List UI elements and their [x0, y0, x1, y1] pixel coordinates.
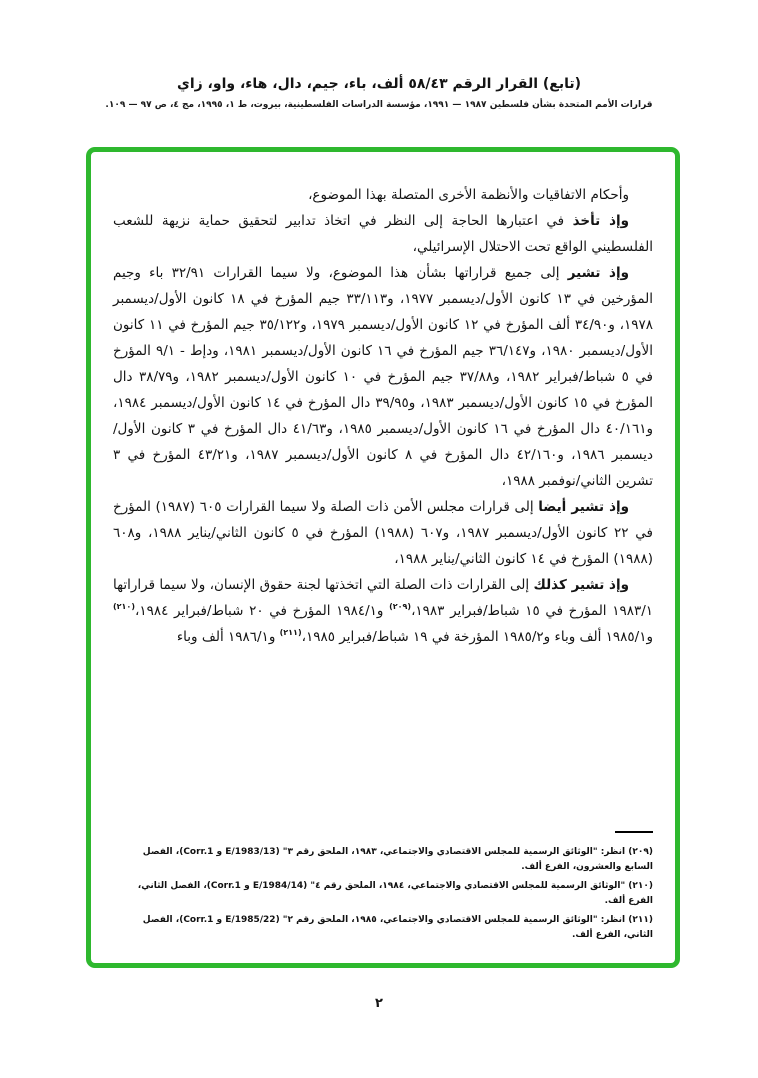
paragraph-lead: وإذ تأخذ	[572, 213, 630, 229]
resolution-body	[113, 182, 653, 650]
footnotes-section	[113, 831, 653, 947]
paragraph-text: إلى جميع قراراتها بشأن هذا الموضوع، ولا سيما القرارات ٣٢/٩١ باء وجيم المؤرخين في ١٣ كانون الأول/ديسمبر ١٩٧٧، و٣٣/١١٣ جيم المؤرخ في ١٨ كانون الأول/ديسمبر ١٩٧٨، و٣٤/٩٠ ألف المؤرخ في ١٢ كانون الأول/ديسمبر ١٩٧٩، و٣٥/١٢٢ جيم المؤرخ في ١١ كانون الأول/ديسمبر ١٩٨٠، و٣٦/١٤٧ جيم المؤرخ في ١٦ كانون الأول/ديسمبر ١٩٨١، ودإط - ٩/١ المؤرخ في ٥ شباط/فبراير ١٩٨٢، و٣٧/٨٨ جيم المؤرخ في ١٠ كانون الأول/ديسمبر ١٩٨٢، و٣٨/٧٩ دال المؤرخ في ١٥ كانون الأول/ديسمبر ١٩٨٣، و٣٩/٩٥ دال المؤرخ في ١٤ كانون الأول/ديسمبر ١٩٨٤، و٤٠/١٦١ دال المؤرخ في ١٦ كانون الأول/ديسمبر ١٩٨٥، و٤١/٦٣ دال المؤرخ في ٣ كانون الأول/ديسمبر ١٩٨٦، و٤٢/١٦٠ دال المؤرخ في ٨ كانون الأول/ديسمبر ١٩٨٧، و٤٣/٢١ المؤرخ في ٣ تشرين الثاني/نوفمبر ١٩٨٨،	[113, 265, 654, 489]
paragraph-recalling-security-council	[113, 494, 653, 572]
page-number: ٢	[375, 996, 383, 1011]
document-title: (تابع) القرار الرقم ٥٨/٤٣ ألف، باء، جيم، دال، هاء، واو، زاي	[176, 76, 582, 92]
paragraph-lead: وإذ تشير كذلك	[533, 577, 629, 593]
paragraph-text: إلى قرارات مجلس الأمن ذات الصلة ولا سيما القرارات ٦٠٥ (١٩٨٧) المؤرخ في ٢٢ كانون الأول/ديسمبر ١٩٨٧، و٦٠٧ (١٩٨٨) المؤرخ في ٥ كانون الثاني/يناير ١٩٨٨، و٦٠٨ (١٩٨٨) المؤرخ في ١٤ كانون الثاني/يناير ١٩٨٨،	[113, 499, 653, 567]
content-frame	[86, 147, 680, 968]
paragraph-recalling-human-rights	[113, 572, 653, 650]
document-source-line: قرارات الأمم المتحدة بشأن فلسطين ١٩٨٧ — ١٩٩١، مؤسسة الدراسات الفلسطينية، بيروت، ط ١، ١٩٩٥، مج ٤، ص ٩٧ — ١٠٩.	[105, 100, 653, 110]
footnote-210: (٢١٠) "الوثائق الرسمية للمجلس الاقتصادي والاجتماعي، ١٩٨٤، الملحق رقم ٤" (E/1984/14 و Corr.1)، الفصل الثاني، الفرع ألف.	[137, 881, 653, 906]
footnote-211: (٢١١) انظر: "الوثائق الرسمية للمجلس الاقتصادي والاجتماعي، ١٩٨٥، الملحق رقم ٢" (E/1985/22 و Corr.1)، الفصل الثاني، الفرع ألف.	[142, 915, 653, 940]
footnote-separator	[615, 831, 653, 833]
paragraph-text: وأحكام الاتفاقيات والأنظمة الأخرى المتصلة بهذا الموضوع،	[308, 187, 629, 203]
document-header	[0, 76, 758, 110]
paragraph-recalling-resolutions	[113, 260, 653, 494]
footnote-209: (٢٠٩) انظر: "الوثائق الرسمية للمجلس الاقتصادي والاجتماعي، ١٩٨٣، الملحق رقم ٣" (E/1983/13 و Corr.1)، الفصل السابع والعشرون، الفرع ألف.	[142, 847, 653, 872]
paragraph-lead: وإذ تشير أيضا	[538, 499, 630, 515]
paragraph-taking-into-account	[113, 208, 653, 260]
paragraph-text: في اعتبارها الحاجة إلى النظر في اتخاذ تدابير لتحقيق حماية نزيهة للشعب الفلسطيني الواقع تحت الاحتلال الإسرائيلي،	[113, 213, 653, 255]
paragraph-lead: وإذ تشير	[567, 265, 629, 281]
paragraph-preamble	[113, 182, 653, 208]
paragraph-rich-text: إلى القرارات ذات الصلة التي اتخذتها لجنة حقوق الإنسان، ولا سيما قراراتها ١٩٨٣/١ المؤرخ في ١٥ شباط/فبراير ١٩٨٣،$^{(٢٠٩)}$ و١٩٨٤/١ المؤرخ في ٢٠ شباط/فبراير ١٩٨٤،$^{(٢١٠)}$ و١٩٨٥/١ ألف وباء و١٩٨٥/٢ المؤرخة في ١٩ شباط/فبراير ١٩٨٥،$^{(٢١١)}$ و١٩٨٦/١ ألف وباء	[113, 577, 654, 645]
